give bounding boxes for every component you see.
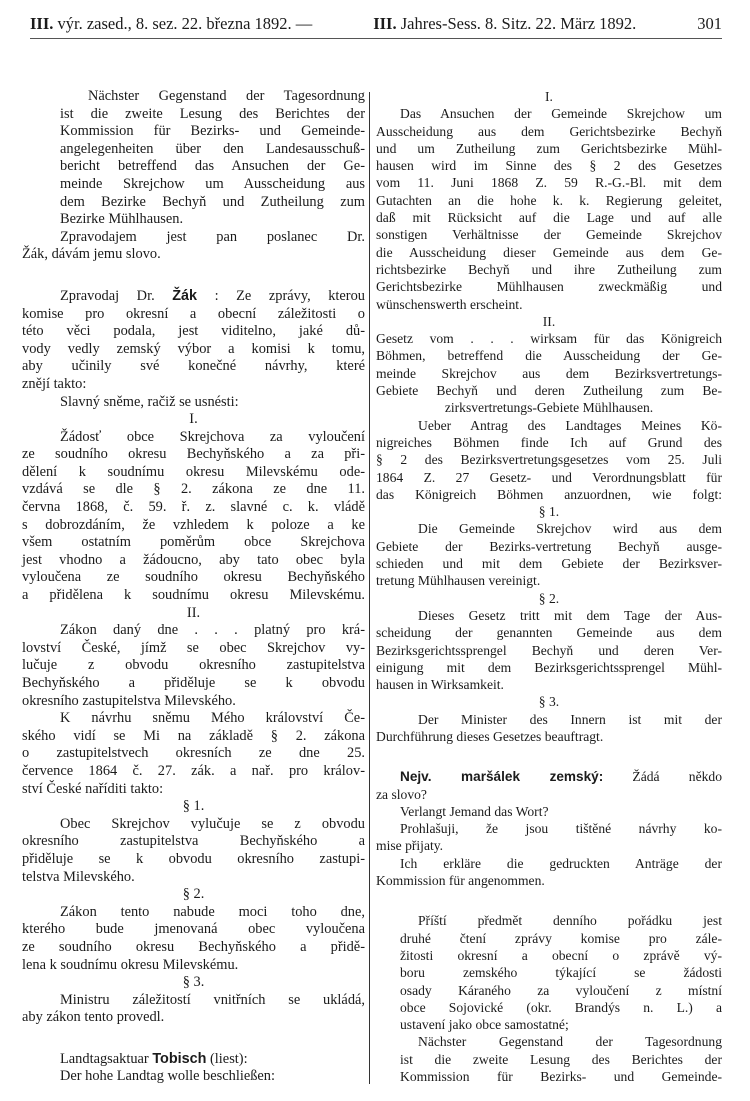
text-line: Ausscheidung aus dem Gerichtsbezirke Bechyň <box>376 123 722 139</box>
text-line: 1864 Z. 27 Gesetz- und Verordnungsblatt für <box>376 469 722 485</box>
text-line: této věci podala, jest viditelno, jaké dů- <box>22 323 365 340</box>
text-line: Zákon daný dne . . . platný pro krá- <box>60 622 365 639</box>
text-line: obce Sojovické (okr. Brandýs n. L.) a <box>400 999 722 1015</box>
text-line: Dieses Gesetz tritt mit dem Tage der Aus- <box>418 607 722 623</box>
section-heading: I. <box>189 411 198 428</box>
text-line: nigreiches Böhmen finde Ich auf Grund des <box>376 434 722 450</box>
text-line: Ueber Antrag des Landtages Meines Kö- <box>418 417 722 433</box>
text-line: hausen wird im Sinne des § 2 des Gesetzes <box>376 158 722 174</box>
text-line: osady Káraného za vyloučení z místní <box>400 982 722 998</box>
text-line: angelegenheiten über den Landesausschuß- <box>60 140 365 157</box>
text-line: einigung mit dem Bezirksgerichtssprengel Mühl- <box>376 659 722 675</box>
text-line: Nächster Gegenstand der Tagesordnung <box>88 88 365 104</box>
text-line: scheidung der genannten Gemeinde aus dem <box>376 625 722 641</box>
text-line: § 2 des Bezirksvertretungsgesetzes vom 25. Juli <box>376 452 722 468</box>
text-line: Nächster Gegenstand der Tagesordnung <box>418 1034 722 1050</box>
text-line: richtsbezirke Bechyň und ihre Zutheilung zum <box>376 261 722 277</box>
text-line: lučuje z obvodu okresního zastupitelstva <box>22 657 365 674</box>
text-line: lena k soudnímu okresu Milevskému. <box>22 956 239 973</box>
text-line: lovství České, jímž se obec Skrejchov vy- <box>22 639 365 656</box>
text-line: Gebiete Bechyň und deren Zutheilung zum Be- <box>376 383 722 399</box>
text-line: aby učinily své konečné návrhy, které <box>22 358 365 375</box>
header-czech: III. výr. zased., 8. sez. 22. března 1892. — <box>30 14 313 33</box>
text-line: Příští předmět denního pořádku jest <box>418 913 722 929</box>
section-heading: § 1. <box>182 798 205 815</box>
section-heading: § 3. <box>538 694 560 710</box>
text-line: Slavný sněme, račiž se usnésti: <box>60 393 239 410</box>
speaker-name: Žák <box>172 287 198 304</box>
text-line: sonstigen Verhältnisse der Gemeinde Skrejchov <box>376 227 722 243</box>
text-line: Verlangt Jemand das Wort? <box>400 803 549 819</box>
page-number: 301 <box>697 14 722 33</box>
text-line: Gerichtsbezirke Mühlhausen zweckmäßig und <box>376 279 722 295</box>
text-line: ského vidí se Mi na základě § 2. zákona <box>22 727 365 744</box>
text-line: okresního zastupitelstva Bechyňského a <box>22 833 365 850</box>
text-line: za slovo? <box>376 786 427 802</box>
text-line: hausen in Wirksamkeit. <box>376 677 504 693</box>
text-line: druhé čtení zprávy komise pro zále- <box>400 930 722 946</box>
text-line: července 1864 č. 27. zák. a nař. pro králov- <box>22 762 365 779</box>
text-line: vyloučena ze soudního okresu Bechyňského <box>22 569 365 586</box>
running-header <box>30 14 722 39</box>
text-line: tretung Mühlhausen vereinigt. <box>376 573 541 589</box>
text-line: Bezirksgerichtssprengel Bechyň und deren Ver- <box>376 642 722 658</box>
speaker-line: Nejv. maršálek zemský: Žádá někdo <box>400 769 722 785</box>
text-line: vzdává se dle § 2. zákona ze dne 11. <box>22 481 365 498</box>
text-line: zirksvertretungs-Gebiete Mühlhausen. <box>444 400 654 416</box>
text-line: schieden und mit dem Gebiete der Bezirksver- <box>376 556 722 572</box>
text-line: Der Minister des Innern ist mit der <box>418 711 722 727</box>
text-line: Der hohe Landtag wolle beschließen: <box>60 1068 275 1085</box>
text-line: s dobrozdáním, že vzhledem k poloze a ke <box>22 516 365 533</box>
text-line: Žádosť obce Skrejchova za vyloučení <box>60 428 365 445</box>
text-line: wünschenswerth erscheint. <box>376 296 523 312</box>
left-column <box>22 88 365 1086</box>
header-german: III. Jahres-Sess. 8. Sitz. 22. März 1892. <box>373 14 637 33</box>
text-line: přiděluje se k obvodu okresního zastupi- <box>22 850 365 867</box>
text-line: Die Gemeinde Skrejchov wird aus dem <box>418 521 722 537</box>
text-line: das Königreich Böhmen anzuordnen, wie folgt: <box>376 486 722 502</box>
text-line: a přidělena k soudnímu okresu Milevskému. <box>22 587 365 604</box>
text-line: bericht betreffend das Ansuchen der Ge- <box>60 158 365 175</box>
text-line: komise pro okresní a obecní záležitosti o <box>22 305 365 322</box>
text-line: mise přijaty. <box>376 838 444 854</box>
text-line: června 1868, č. 59. ř. z. slavné c. k. vládě <box>22 499 365 516</box>
text-line: znějí takto: <box>22 375 87 392</box>
text-line: Böhmen, betreffend die Ausscheidung der Ge- <box>376 348 722 364</box>
text-line: Bezirke Mühlhausen. <box>60 211 184 228</box>
section-heading: I. <box>545 89 553 104</box>
column-divider <box>369 92 370 1084</box>
text-line: Prohlašuji, že jsou tištěné návrhy ko- <box>400 821 722 837</box>
text-line: und um Zutheilung zum Gerichtsbezirke Mühl- <box>376 140 722 156</box>
text-line: ství České naříditi takto: <box>22 780 164 797</box>
section-heading: § 3. <box>182 974 205 991</box>
text-line: Obec Skrejchov vylučuje se z obvodu <box>60 815 365 832</box>
text-line: vody vedly zemský výbor a komisi k tomu, <box>22 340 365 357</box>
text-line: ze soudního okresu Bechyňského a za při- <box>22 446 365 463</box>
text-line: meinde Skrejchow um Ausscheidung aus <box>60 175 365 192</box>
text-line: o zastupitelstvech okresních ze dne 25. <box>22 745 365 762</box>
speaker-line: Landtagsaktuar Tobisch (liest): <box>60 1050 248 1067</box>
speaker-name: Tobisch <box>152 1050 207 1067</box>
text-line: Gesetz vom . . . wirksam für das Königreich <box>376 331 722 347</box>
speaker-line: Zpravodaj Dr. Žák : Ze zprávy, kterou <box>60 287 365 304</box>
text-line: Das Ansuchen der Gemeinde Skrejchow um <box>400 106 722 122</box>
text-line: ist die zweite Lesung des Berichtes der <box>400 1051 722 1067</box>
text-line: Kommission für Bezirks- und Gemeinde- <box>400 1069 722 1085</box>
text-line: ist die zweite Lesung des Berichtes der <box>60 105 365 122</box>
text-line: Ministru záležitostí vnitřních se ukládá, <box>60 991 365 1008</box>
text-line: ze soudního okresu Bechyňského a přidě- <box>22 938 365 955</box>
section-heading: § 2. <box>182 886 205 903</box>
text-line: Kommission für Bezirks- und Gemeinde- <box>60 123 365 140</box>
text-line: Zákon tento nabude moci toho dne, <box>60 903 365 920</box>
text-line: Durchführung dieses Gesetzes beauftragt. <box>376 728 604 744</box>
text-line: ustavení jako obce samostatné; <box>400 1017 569 1033</box>
right-column <box>376 88 722 1085</box>
text-line: dělení k soudnímu okresu Milevskému ode- <box>22 463 365 480</box>
text-line: okresního zastupitelstva Milevského. <box>22 692 236 709</box>
text-line: Zpravodajem jest pan poslanec Dr. <box>60 228 365 245</box>
text-line: Gebiete der Bezirks-vertretung Bechyň ausge- <box>376 538 722 554</box>
text-line: boru zemského týkající se žádosti <box>400 965 722 981</box>
text-line: dem Bezirke Bechyň und Zutheilung zum <box>60 193 365 210</box>
text-line: Bechyňského a přiděluje se k obvodu <box>22 675 365 691</box>
text-line: daß mit Rücksicht auf die Lage und auf alle <box>376 210 722 226</box>
section-heading: II. <box>542 313 556 329</box>
section-heading: § 1. <box>538 504 560 520</box>
text-line: kterého bude jmenovaná obec vyloučena <box>22 921 365 938</box>
text-line: die Ausscheidung dieser Gemeinde aus dem Ge- <box>376 244 722 260</box>
text-line: Ich erkläre die gedruckten Anträge der <box>400 855 722 871</box>
speaker-name: Nejv. maršálek zemský: <box>400 769 604 785</box>
text-line: aby zákon tento provedl. <box>22 1009 165 1026</box>
section-heading: § 2. <box>538 590 560 606</box>
text-line: K návrhu sněmu Mého království Če- <box>60 710 365 727</box>
text-line: Kommission für angenommen. <box>376 873 545 889</box>
text-line: žitosti okresní a obecní o zprávě vý- <box>400 947 722 963</box>
section-heading: II. <box>186 604 201 621</box>
text-line: meinde Skrejchov aus dem Bezirksvertretungs- <box>376 365 722 381</box>
text-line: telstva Milevského. <box>22 868 135 885</box>
text-line: Žák, dávám jemu slovo. <box>22 246 161 263</box>
text-line: vom 11. Juni 1868 Z. 59 R.-G.-Bl. mit dem <box>376 175 722 191</box>
text-line: Gutachten an die hohe k. k. Regierung geleitet, <box>376 192 722 208</box>
text-line: jest vhodno a žádoucno, aby tato obec byla <box>22 551 365 568</box>
text-line: všem ostatním poměrům obce Skrejchova <box>22 534 365 551</box>
